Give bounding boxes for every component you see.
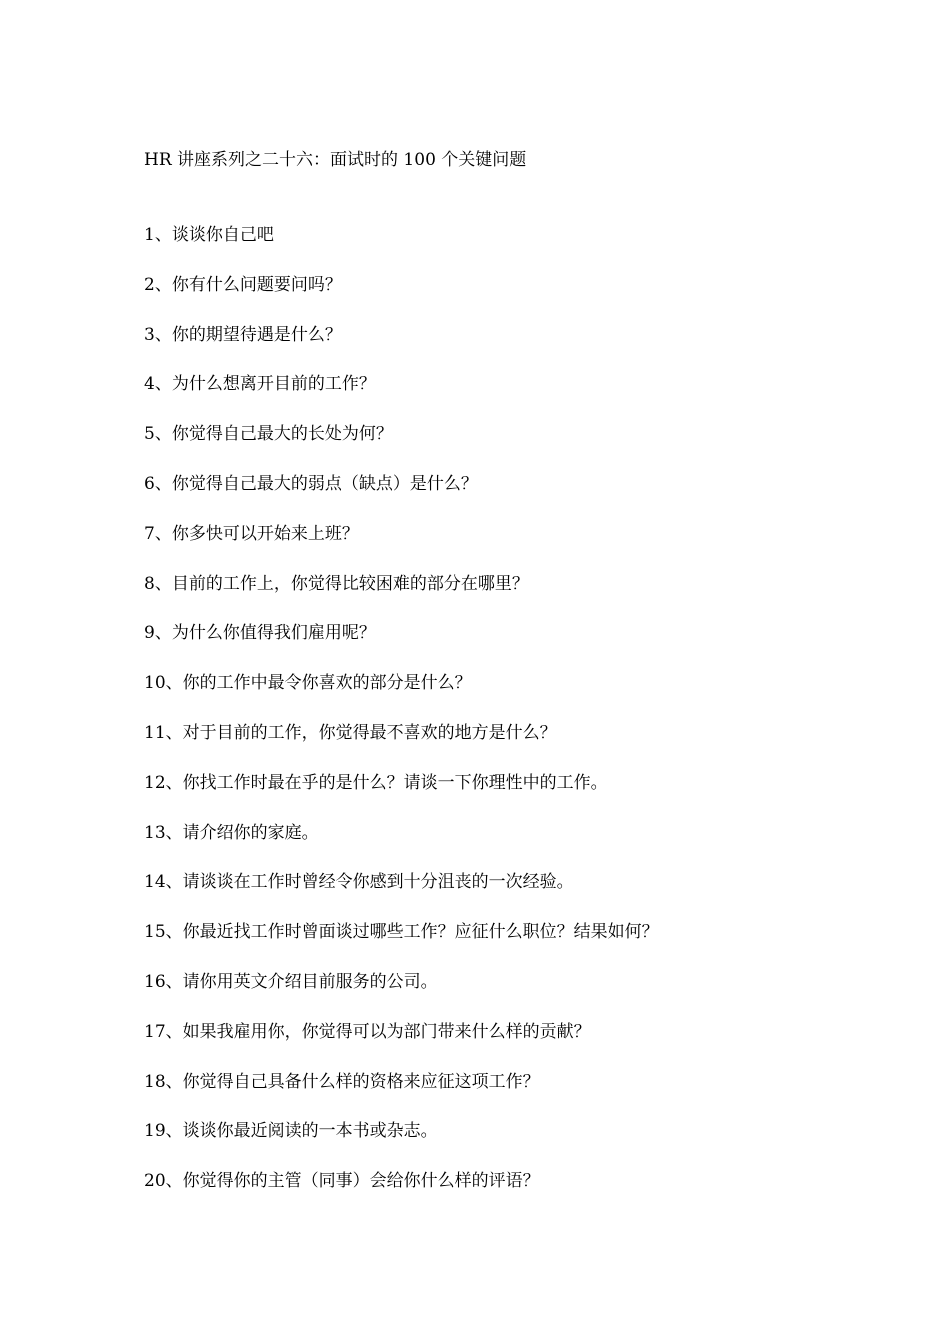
question-item: 20、你觉得你的主管（同事）会给你什么样的评语？ xyxy=(144,1171,540,1192)
question-item: 17、如果我雇用你，你觉得可以为部门带来什么样的贡献？ xyxy=(144,1021,591,1042)
question-item: 6、你觉得自己最大的弱点（缺点）是什么？ xyxy=(144,473,478,494)
question-item: 16、请你用英文介绍目前服务的公司。 xyxy=(144,971,438,992)
question-item: 8、目前的工作上，你觉得比较困难的部分在哪里？ xyxy=(144,573,529,594)
question-item: 18、你觉得自己具备什么样的资格来应征这项工作？ xyxy=(144,1071,540,1092)
question-item: 15、你最近找工作时曾面谈过哪些工作？应征什么职位？结果如何？ xyxy=(144,922,659,943)
question-item: 11、对于目前的工作，你觉得最不喜欢的地方是什么？ xyxy=(144,722,557,743)
question-list xyxy=(144,223,659,1219)
question-item: 4、为什么想离开目前的工作？ xyxy=(144,374,376,395)
question-item: 10、你的工作中最令你喜欢的部分是什么？ xyxy=(144,673,472,694)
question-item: 12、你找工作时最在乎的是什么？请谈一下你理性中的工作。 xyxy=(144,772,608,793)
question-item: 13、请介绍你的家庭。 xyxy=(144,822,319,843)
question-item: 3、你的期望待遇是什么？ xyxy=(144,324,342,345)
question-item: 7、你多快可以开始来上班？ xyxy=(144,523,359,544)
question-item: 2、你有什么问题要问吗？ xyxy=(144,274,342,295)
question-item: 19、谈谈你最近阅读的一本书或杂志。 xyxy=(144,1121,438,1142)
question-item: 9、为什么你值得我们雇用呢？ xyxy=(144,623,376,644)
question-item: 1、谈谈你自己吧 xyxy=(144,225,274,245)
question-item: 5、你觉得自己最大的长处为何？ xyxy=(144,424,393,445)
question-item: 14、请谈谈在工作时曾经令你感到十分沮丧的一次经验。 xyxy=(144,872,574,893)
document-title: HR 讲座系列之二十六：面试时的 100 个关键问题 xyxy=(144,150,527,170)
